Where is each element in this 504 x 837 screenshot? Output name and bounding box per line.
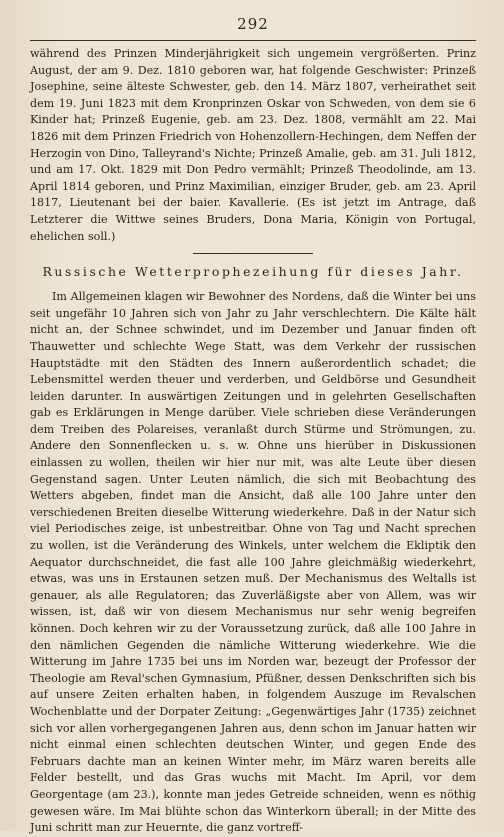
section-title: Russische Wetterprophezeihung für dieses Jahr.: [42, 264, 464, 280]
text-block: [30, 46, 476, 837]
header-rule: [30, 40, 476, 41]
paragraph-weather: Im Allgemeinen klagen wir Bewohner des Nordens, daß die Winter bei uns seit ungefähr 10 Jahren sich von Jahr zu Jahr verschlechtern. Die Kälte hält nicht an, der Schnee schwindet, und im Dezember und Januar finden oft Thauwetter und schlechte Wege Statt, was dem Verkehr der russischen Hauptstädte mit den Städten des Innern außerordentlich schadet; die Lebensmittel werden theuer und verderben, und Geldbörse und Gesundheit leiden darunter. In auswärtigen Zeitungen und in gelehrten Gesellschaften gab es Erklärungen in Menge darüber. Viele schrieben diese Veränderungen dem Treiben des Polareises, veranlaßt durch Stürme und Strömungen, zu. Andere den Sonnenflecken u. s. w. Ohne uns hierüber in Diskussionen einlassen zu wollen, theilen wir hier nur mit, was alte Leute über diesen Gegenstand sagen. Unter Leuten nämlich, die sich mit Beobachtung des Wetters abgeben, findet man die Ansicht, daß alle 100 Jahre unter den verschiedenen Breiten dieselbe Witterung wiederkehre. Daß in der Natur sich viel Periodisches zeige, ist unbestreitbar. Ohne von Tag und Nacht sprechen zu wollen, ist die Veränderung des Winkels, unter welchem die Ekliptik den Aequator durchschneidet, die fast alle 100 Jahre gleichmäßig wiederkehrt, etwas, was uns in Erstaunen setzen muß. Der Mechanismus des Weltalls ist genauer, als alle Regulatoren; das Zuverläßigste aber von Allem, was wir wissen, ist, daß wir von diesem Mechanismus nur sehr wenig begreifen können. Doch kehren wir zu der Voraussetzung zurück, daß alle 100 Jahre in den nämlichen Gegenden die nämliche Witterung wiederkehre. Wie die Witterung im Jahre 1735 bei uns im Norden war, bezeugt der Professor der Theologie am Reval'schen Gymnasium, Pfüßner, dessen Denkschriften sich bis auf unsere Zeiten erhalten haben, in folgendem Auszuge im Revalschen Wochenblatte und der Dorpater Zeitung: „Gegenwärtiges Jahr (1735) zeichnet sich vor allen vorhergegangenen Jahren aus, denn schon im Januar hatten wir nicht einmal einen schlechten deutschen Winter, und gegen Ende des Februars dachte man an keinen Winter mehr, im März waren bereits alle Felder bestellt, und das Gras wuchs mit Macht. Im April, vor dem Georgentage (am 23.), konnte man jedes Getreide schneiden, wenn es nöthig gewesen wäre. Im Mai blühte schon das Winterkorn überall; in der Mitte des Juni schritt man zur Heuernte, die ganz vortreff-: [30, 290, 476, 835]
section-divider: [193, 253, 313, 254]
paragraph-continuation: während des Prinzen Minderjährigkeit sich ungemein vergrößerten. Prinz August, der am 9. Dez. 1810 geboren war, hat folgende Geschwister: Prinzeß Josephine, seine älteste Schwester, geb. den 14. März 1807, verheirathet seit dem 19. Juni 1823 mit dem Kronprinzen Oskar von Schweden, von dem sie 6 Kinder hat; Prinzeß Eugenie, geb. am 23. Dez. 1808, vermählt am 22. Mai 1826 mit dem Prinzen Friedrich von Hohenzollern-Hechingen, dem Neffen der Herzogin von Dino, Talleyrand's Nichte; Prinzeß Amalie, geb. am 31. Juli 1812, und am 17. Okt. 1829 mit Don Pedro vermählt; Prinzeß Theodolinde, am 13. April 1814 geboren, und Prinz Maximilian, einziger Bruder, geb. am 23. April 1817, Lieutenant bei der baier. Kavallerie. (Es ist jetzt im Antrage, daß Letzterer die Wittwe seines Bruders, Dona Maria, Königin von Portugal, ehelichen soll.): [30, 47, 476, 243]
page-number: 292: [237, 15, 269, 33]
